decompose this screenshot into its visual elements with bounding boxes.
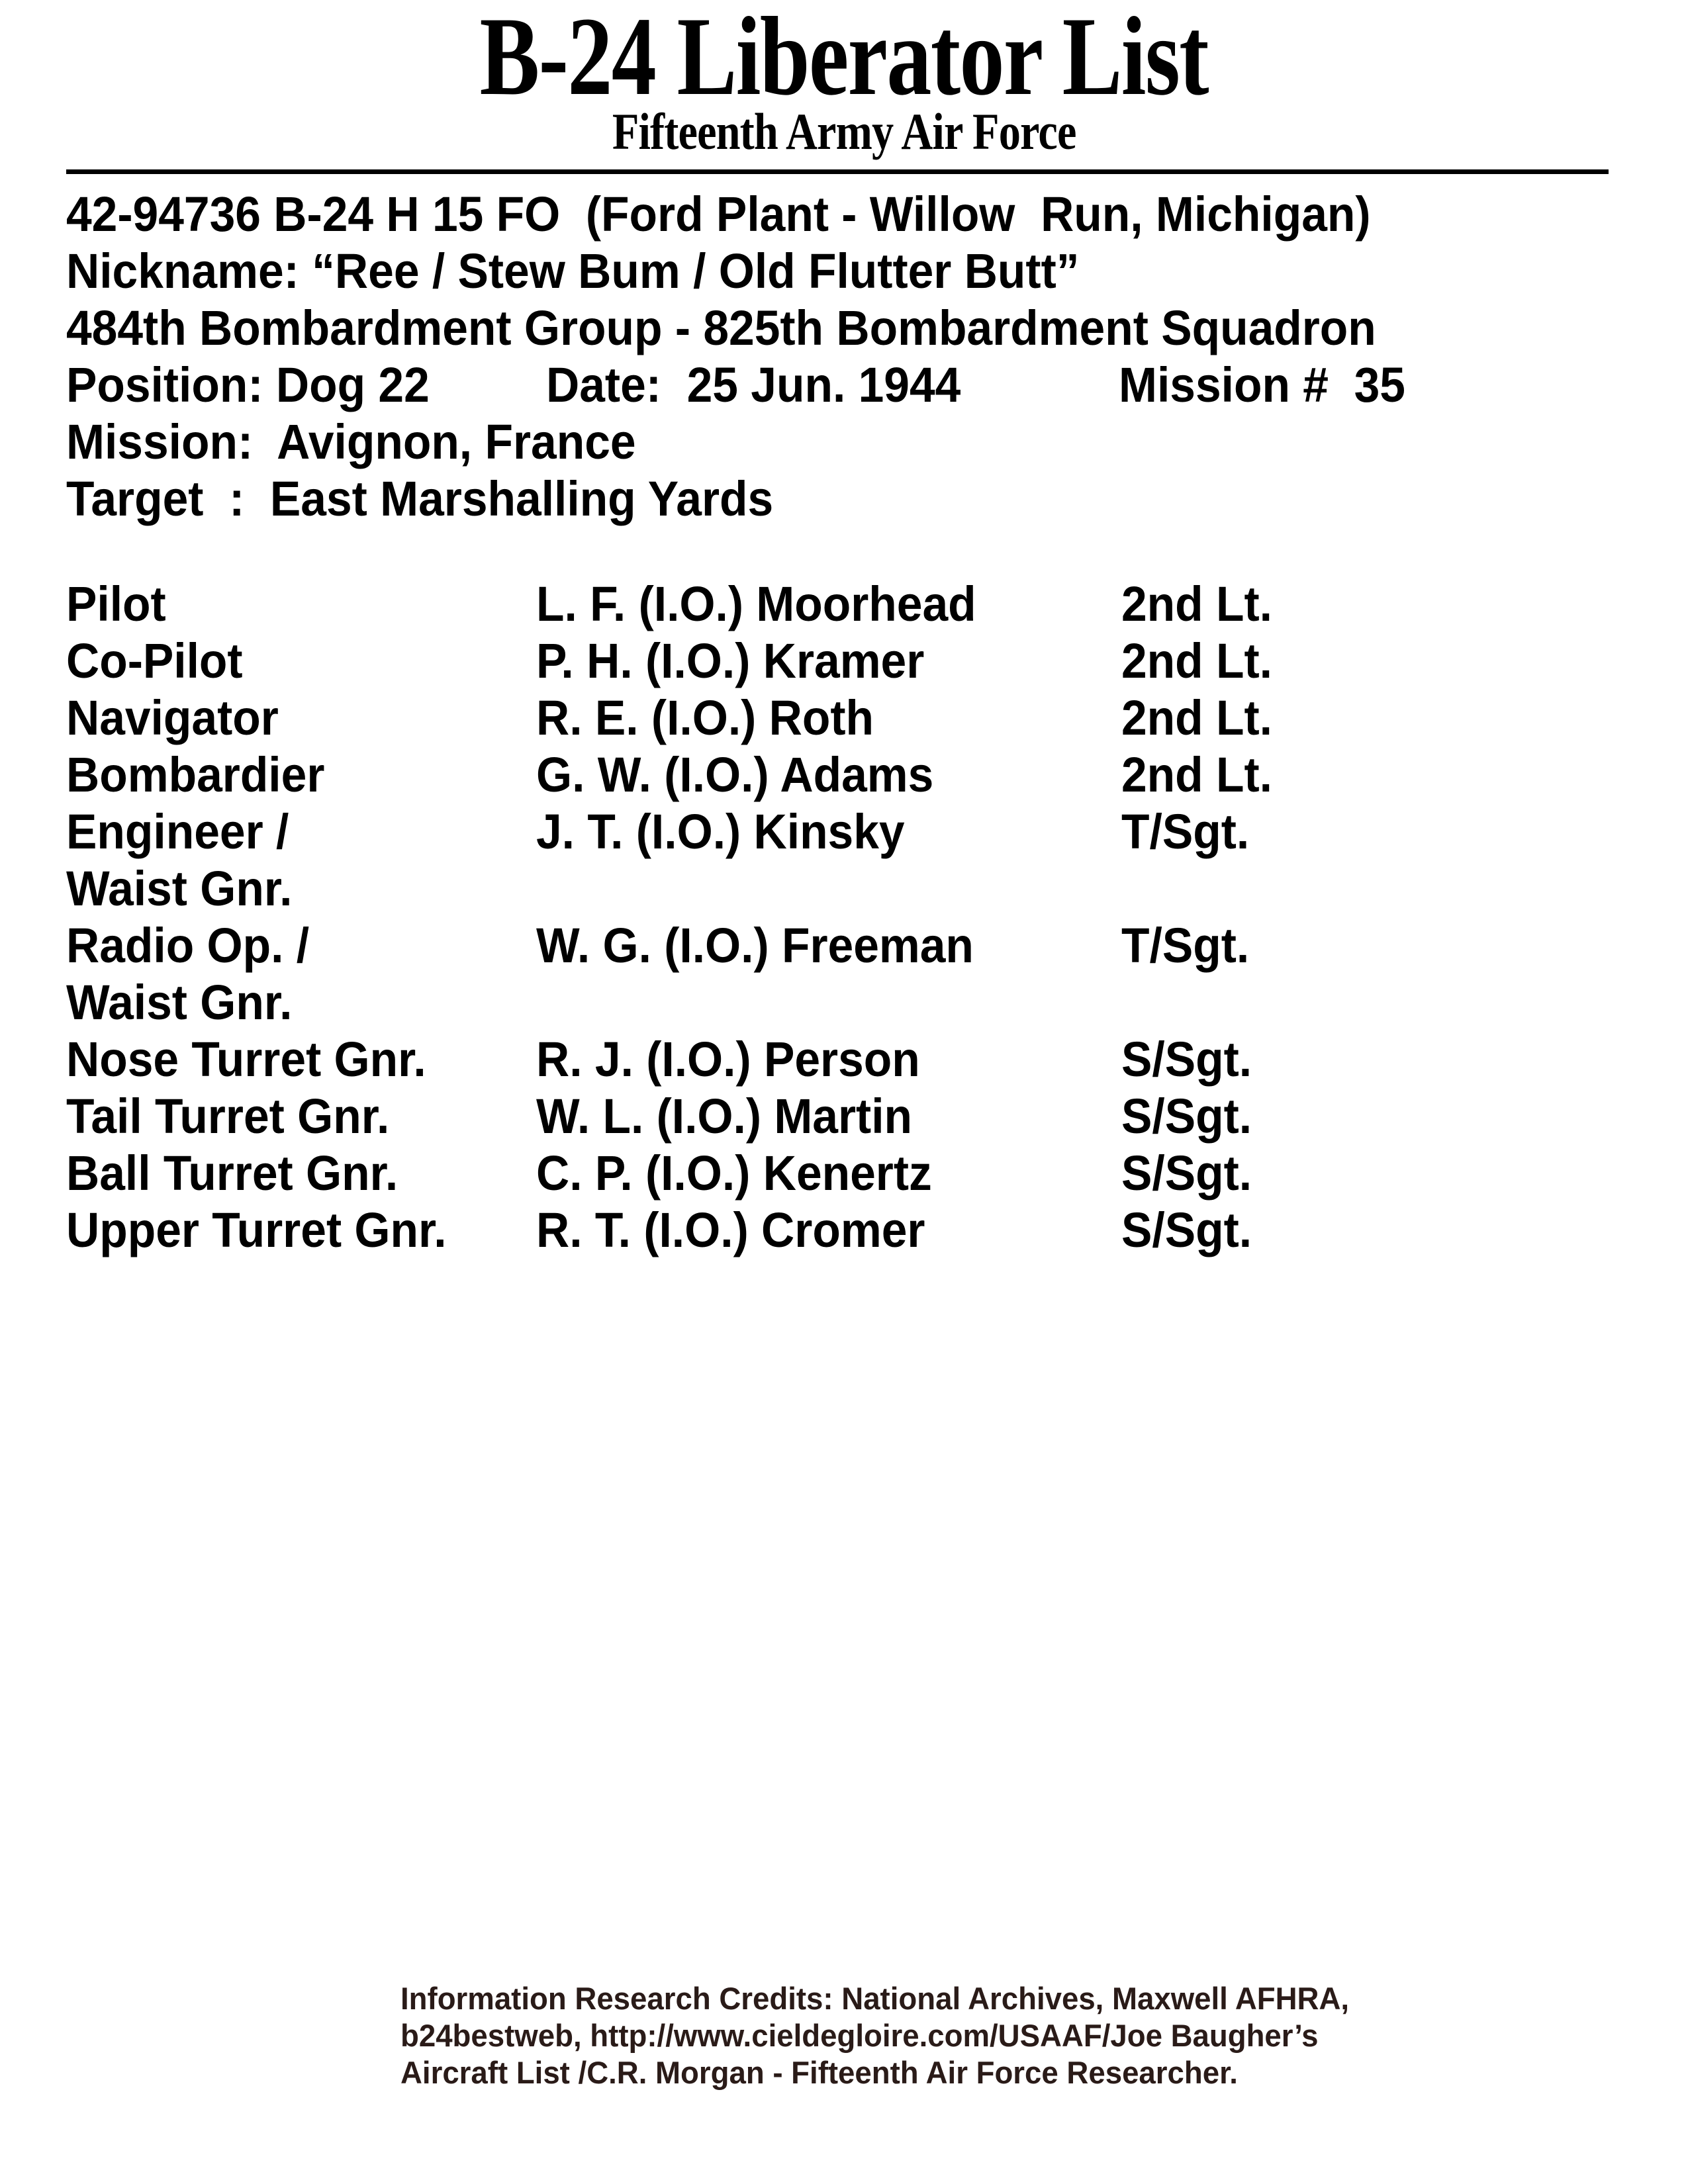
crew-role: Pilot — [66, 576, 166, 631]
table-row — [66, 1145, 1622, 1202]
date-value: Date: 25 Jun. 1944 — [546, 357, 961, 412]
mission-number-value: Mission # 35 — [1119, 357, 1405, 412]
crew-role-line-2: Waist Gnr. — [66, 861, 293, 916]
credits-block — [400, 1980, 1460, 2091]
crew-rank: S/Sgt. — [1121, 1089, 1252, 1144]
crew-member-name: C. P. (I.O.) Kenertz — [536, 1146, 932, 1201]
page-title — [0, 0, 1688, 118]
crew-role — [66, 803, 536, 917]
crew-member-name: G. W. (I.O.) Adams — [536, 747, 934, 802]
credits-line-3: Aircraft List /C.R. Morgan - Fifteenth Air Force Researcher. — [400, 2055, 1238, 2090]
position-date-mission-line — [66, 357, 1622, 414]
crew-role-line-2: Waist Gnr. — [66, 975, 293, 1030]
page-subtitle — [0, 103, 1688, 160]
crew-role: Nose Turret Gnr. — [66, 1032, 426, 1087]
crew-role — [66, 917, 536, 1031]
table-row — [66, 747, 1622, 803]
table-row — [66, 917, 1622, 1031]
credits-line-1: Information Research Credits: National Archives, Maxwell AFHRA, — [400, 1981, 1350, 2016]
page-title-text: B-24 Liberator List — [479, 0, 1209, 118]
table-row — [66, 633, 1622, 690]
table-row — [66, 1088, 1622, 1145]
crew-rank: 2nd Lt. — [1121, 576, 1272, 631]
crew-member-name: R. J. (I.O.) Person — [536, 1032, 920, 1087]
table-row — [66, 576, 1622, 633]
crew-role: Tail Turret Gnr. — [66, 1089, 390, 1144]
crew-rank: 2nd Lt. — [1121, 747, 1272, 802]
position-value: Position: Dog 22 — [66, 357, 430, 412]
crew-role: Navigator — [66, 690, 279, 745]
crew-member-name: P. H. (I.O.) Kramer — [536, 633, 925, 688]
target-line: Target : East Marshalling Yards — [66, 471, 774, 526]
crew-role: Bombardier — [66, 747, 325, 802]
credits-line-2: b24bestweb, http://www.cieldegloire.com/USAAF/Joe Baugher’s — [400, 2018, 1319, 2053]
aircraft-info-block — [66, 186, 1622, 527]
aircraft-nickname-line: Nickname: “Ree / Stew Bum / Old Flutter Butt” — [66, 244, 1080, 298]
mission-line: Mission: Avignon, France — [66, 414, 636, 469]
crew-role-line-1: Radio Op. / — [66, 918, 310, 973]
crew-role: Ball Turret Gnr. — [66, 1146, 399, 1201]
table-row — [66, 690, 1622, 747]
crew-role-line-1: Engineer / — [66, 804, 289, 859]
crew-rank: T/Sgt. — [1121, 918, 1250, 973]
table-row — [66, 1202, 1622, 1259]
crew-role: Upper Turret Gnr. — [66, 1203, 447, 1257]
crew-member-name: R. T. (I.O.) Cromer — [536, 1203, 925, 1257]
crew-rank: S/Sgt. — [1121, 1146, 1252, 1201]
aircraft-serial-line: 42-94736 B-24 H 15 FO (Ford Plant - Willow Run, Michigan) — [66, 187, 1371, 242]
crew-member-name: L. F. (I.O.) Moorhead — [536, 576, 976, 631]
crew-member-name: R. E. (I.O.) Roth — [536, 690, 874, 745]
page-subtitle-text: Fifteenth Army Air Force — [612, 103, 1076, 160]
crew-member-name: W. L. (I.O.) Martin — [536, 1089, 913, 1144]
crew-role: Co-Pilot — [66, 633, 243, 688]
table-row — [66, 803, 1622, 917]
crew-member-name: J. T. (I.O.) Kinsky — [536, 804, 905, 859]
header-divider — [66, 169, 1609, 174]
crew-member-name: W. G. (I.O.) Freeman — [536, 918, 974, 973]
bomb-group-line: 484th Bombardment Group - 825th Bombardment Squadron — [66, 300, 1376, 355]
crew-rank: 2nd Lt. — [1121, 633, 1272, 688]
crew-rank: S/Sgt. — [1121, 1032, 1252, 1087]
crew-rank: T/Sgt. — [1121, 804, 1250, 859]
crew-table — [66, 576, 1622, 1259]
table-row — [66, 1031, 1622, 1088]
crew-rank: S/Sgt. — [1121, 1203, 1252, 1257]
crew-rank: 2nd Lt. — [1121, 690, 1272, 745]
